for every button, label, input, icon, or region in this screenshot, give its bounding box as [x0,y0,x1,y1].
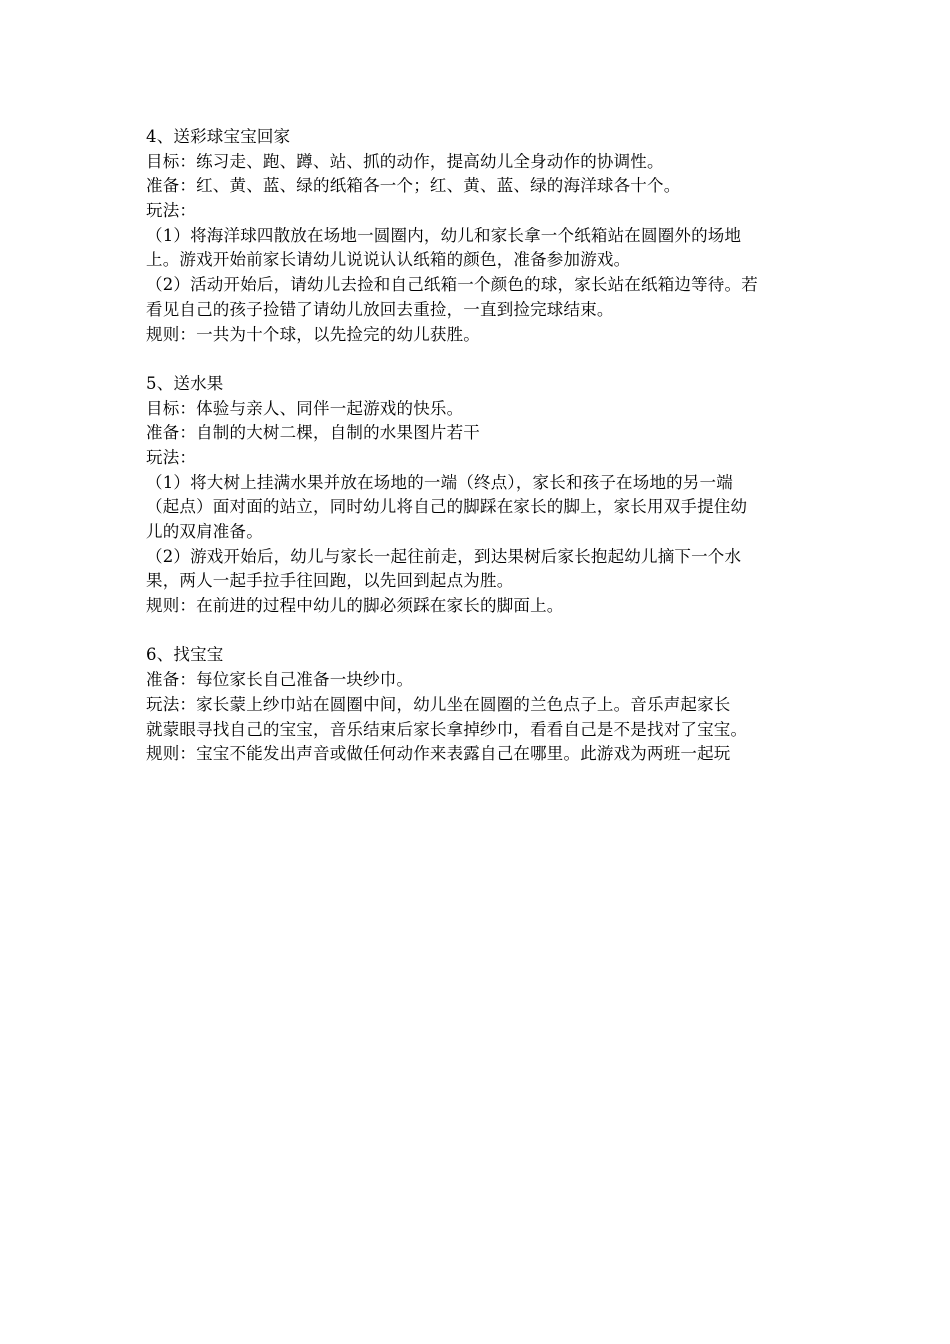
rule-line: 规则：在前进的过程中幼儿的脚必须踩在家长的脚面上。 [146,596,564,616]
section-title: 6、找宝宝 [146,645,224,665]
preparation-line: 准备：每位家长自己准备一块纱巾。 [146,670,414,690]
rule-line: 规则：宝宝不能发出声音或做任何动作来表露自己在哪里。此游戏为两班一起玩 [146,744,731,764]
section-title: 4、送彩球宝宝回家 [146,127,291,146]
paragraph-spacer [146,347,816,372]
section-4 [146,125,816,347]
document-page [146,125,816,767]
section-6 [146,643,816,766]
step-2-line-cont: 看见自己的孩子捡错了请幼儿放回去重捡，一直到捡完球结束。 [146,299,614,319]
howto-label: 玩法： [146,201,197,221]
preparation-line: 准备：红、黄、蓝、绿的纸箱各一个；红、黄、蓝、绿的海洋球各十个。 [146,176,681,196]
step-2-line-cont: 果，两人一起手拉手往回跑，以先回到起点为胜。 [146,571,514,591]
step-2-line: （2）游戏开始后，幼儿与家长一起往前走，到达果树后家长抱起幼儿摘下一个水 [146,546,742,566]
step-1-line-cont: （起点）面对面的站立，同时幼儿将自己的脚踩在家长的脚上，家长用双手提住幼 [146,497,748,517]
howto-label: 玩法： [146,447,197,467]
step-1-line-cont: 儿的双肩准备。 [146,522,263,541]
section-title: 5、送水果 [146,373,224,393]
step-2-line: （2）活动开始后，请幼儿去捡和自己纸箱一个颜色的球，家长站在纸箱边等待。若 [146,275,758,295]
step-1-line-cont: 上。游戏开始前家长请幼儿说说认认纸箱的颜色，准备参加游戏。 [146,250,631,270]
howto-line: 玩法：家长蒙上纱巾站在圆圈中间，幼儿坐在圆圈的兰色点子上。音乐声起家长 [146,694,731,714]
rule-line: 规则：一共为十个球，以先捡完的幼儿获胜。 [146,324,480,344]
howto-line-cont: 就蒙眼寻找自己的宝宝，音乐结束后家长拿掉纱巾，看看自己是不是找对了宝宝。 [146,719,748,739]
goal-line: 目标：练习走、跑、蹲、站、抓的动作，提高幼儿全身动作的协调性。 [146,151,664,171]
paragraph-spacer [146,619,816,644]
section-5 [146,372,816,619]
step-1-line: （1）将海洋球四散放在场地一圆圈内，幼儿和家长拿一个纸箱站在圆圈外的场地 [146,225,742,245]
preparation-line: 准备：自制的大树二棵，自制的水果图片若干 [146,423,480,443]
step-1-line: （1）将大树上挂满水果并放在场地的一端（终点），家长和孩子在场地的另一端 [146,472,733,492]
goal-line: 目标：体验与亲人、同伴一起游戏的快乐。 [146,398,464,418]
